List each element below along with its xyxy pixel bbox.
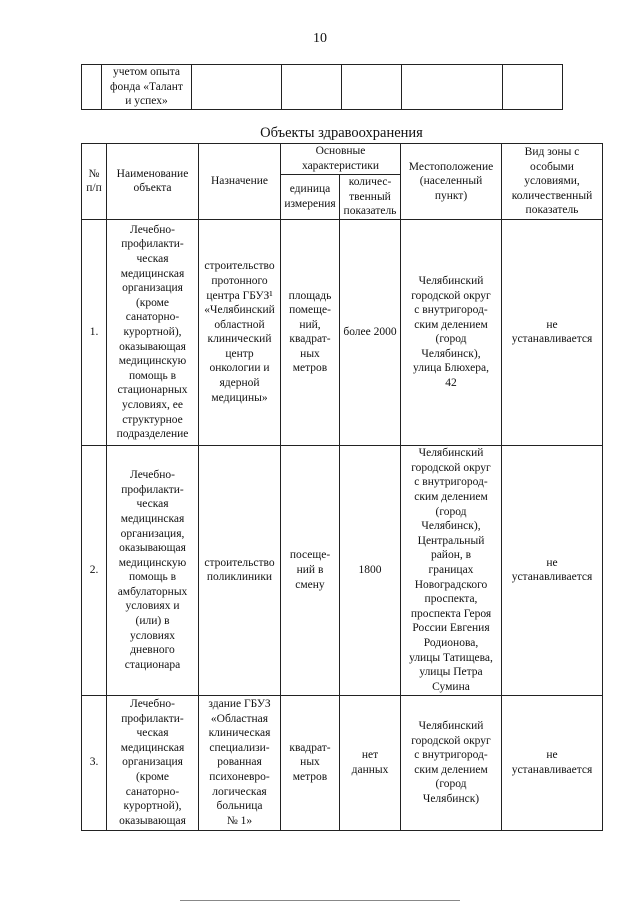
- section-title: Объекты здравоохранения: [260, 125, 423, 141]
- cell-zone: не устанавливается: [502, 695, 603, 830]
- cell-location: Челябинский городской округ с внутригород- ским делением (город Челябинск), Центральный район, в границах Новоградского проспекта, проспекта Героя России Евгения Родионова, улицы Татищева, улицы Петра Сумина: [401, 445, 502, 695]
- table-cell: [402, 65, 503, 110]
- header-zone: Вид зоны с особыми условиями, количественный показатель: [502, 144, 603, 220]
- header-unit: единица измерения: [281, 175, 340, 220]
- header-location: Местоположение (населенный пункт): [401, 144, 502, 220]
- header-purpose: Назначение: [199, 144, 281, 220]
- cell-name: Лечебно- профилакти- ческая медицинская организация (кроме санаторно- курортной), оказывающая медицинскую помощь в стационарных условиях, ее структурное подразделение: [107, 219, 199, 445]
- table-cell: [342, 65, 402, 110]
- table-header-row: [82, 144, 603, 175]
- cell-num: 2.: [82, 445, 107, 695]
- cell-quantity: 1800: [340, 445, 401, 695]
- cell-purpose: строительство протонного центра ГБУЗ¹ «Челябинский областной клинический центр онкологии и ядерной медицины»: [199, 219, 281, 445]
- cell-location: Челябинский городской округ с внутригород- ским делением (город Челябинск), улица Блюхера, 42: [401, 219, 502, 445]
- cell-unit: квадрат- ных метров: [281, 695, 340, 830]
- table-cell: [192, 65, 282, 110]
- cell-quantity: более 2000: [340, 219, 401, 445]
- header-name: Наименование объекта: [107, 144, 199, 220]
- cell-name: Лечебно- профилакти- ческая медицинская организация (кроме санаторно- курортной), оказывающая: [107, 695, 199, 830]
- cell-quantity: нет данных: [340, 695, 401, 830]
- table-row: [82, 219, 603, 445]
- table-row: [82, 65, 563, 110]
- table-row: [82, 695, 603, 830]
- header-quantity: количес- твенный показатель: [340, 175, 401, 220]
- cell-zone: не устанавливается: [502, 219, 603, 445]
- footer-divider: [180, 900, 460, 901]
- cell-purpose: строительство поликлиники: [199, 445, 281, 695]
- cell-zone: не устанавливается: [502, 445, 603, 695]
- cell-unit: площадь помеще- ний, квадрат- ных метров: [281, 219, 340, 445]
- cell-num: 3.: [82, 695, 107, 830]
- table-cell: [282, 65, 342, 110]
- page-number: 10: [313, 31, 327, 46]
- header-num: № п/п: [82, 144, 107, 220]
- cell-unit: посеще- ний в смену: [281, 445, 340, 695]
- healthcare-objects-table: [81, 143, 603, 831]
- table-cell: [82, 65, 102, 110]
- header-main-characteristics: Основные характеристики: [281, 144, 401, 175]
- table-row: [82, 445, 603, 695]
- cell-name: Лечебно- профилакти- ческая медицинская организация, оказывающая медицинскую помощь в амбулаторных условиях и (или) в условиях дневного стационара: [107, 445, 199, 695]
- table-cell: [503, 65, 563, 110]
- table-cell: учетом опыта фонда «Талант и успех»: [102, 65, 192, 110]
- cell-location: Челябинский городской округ с внутригород- ским делением (город Челябинск): [401, 695, 502, 830]
- cell-purpose: здание ГБУЗ «Областная клиническая специализи- рованная психоневро- логическая больница № 1»: [199, 695, 281, 830]
- continued-table: [81, 64, 563, 110]
- cell-num: 1.: [82, 219, 107, 445]
